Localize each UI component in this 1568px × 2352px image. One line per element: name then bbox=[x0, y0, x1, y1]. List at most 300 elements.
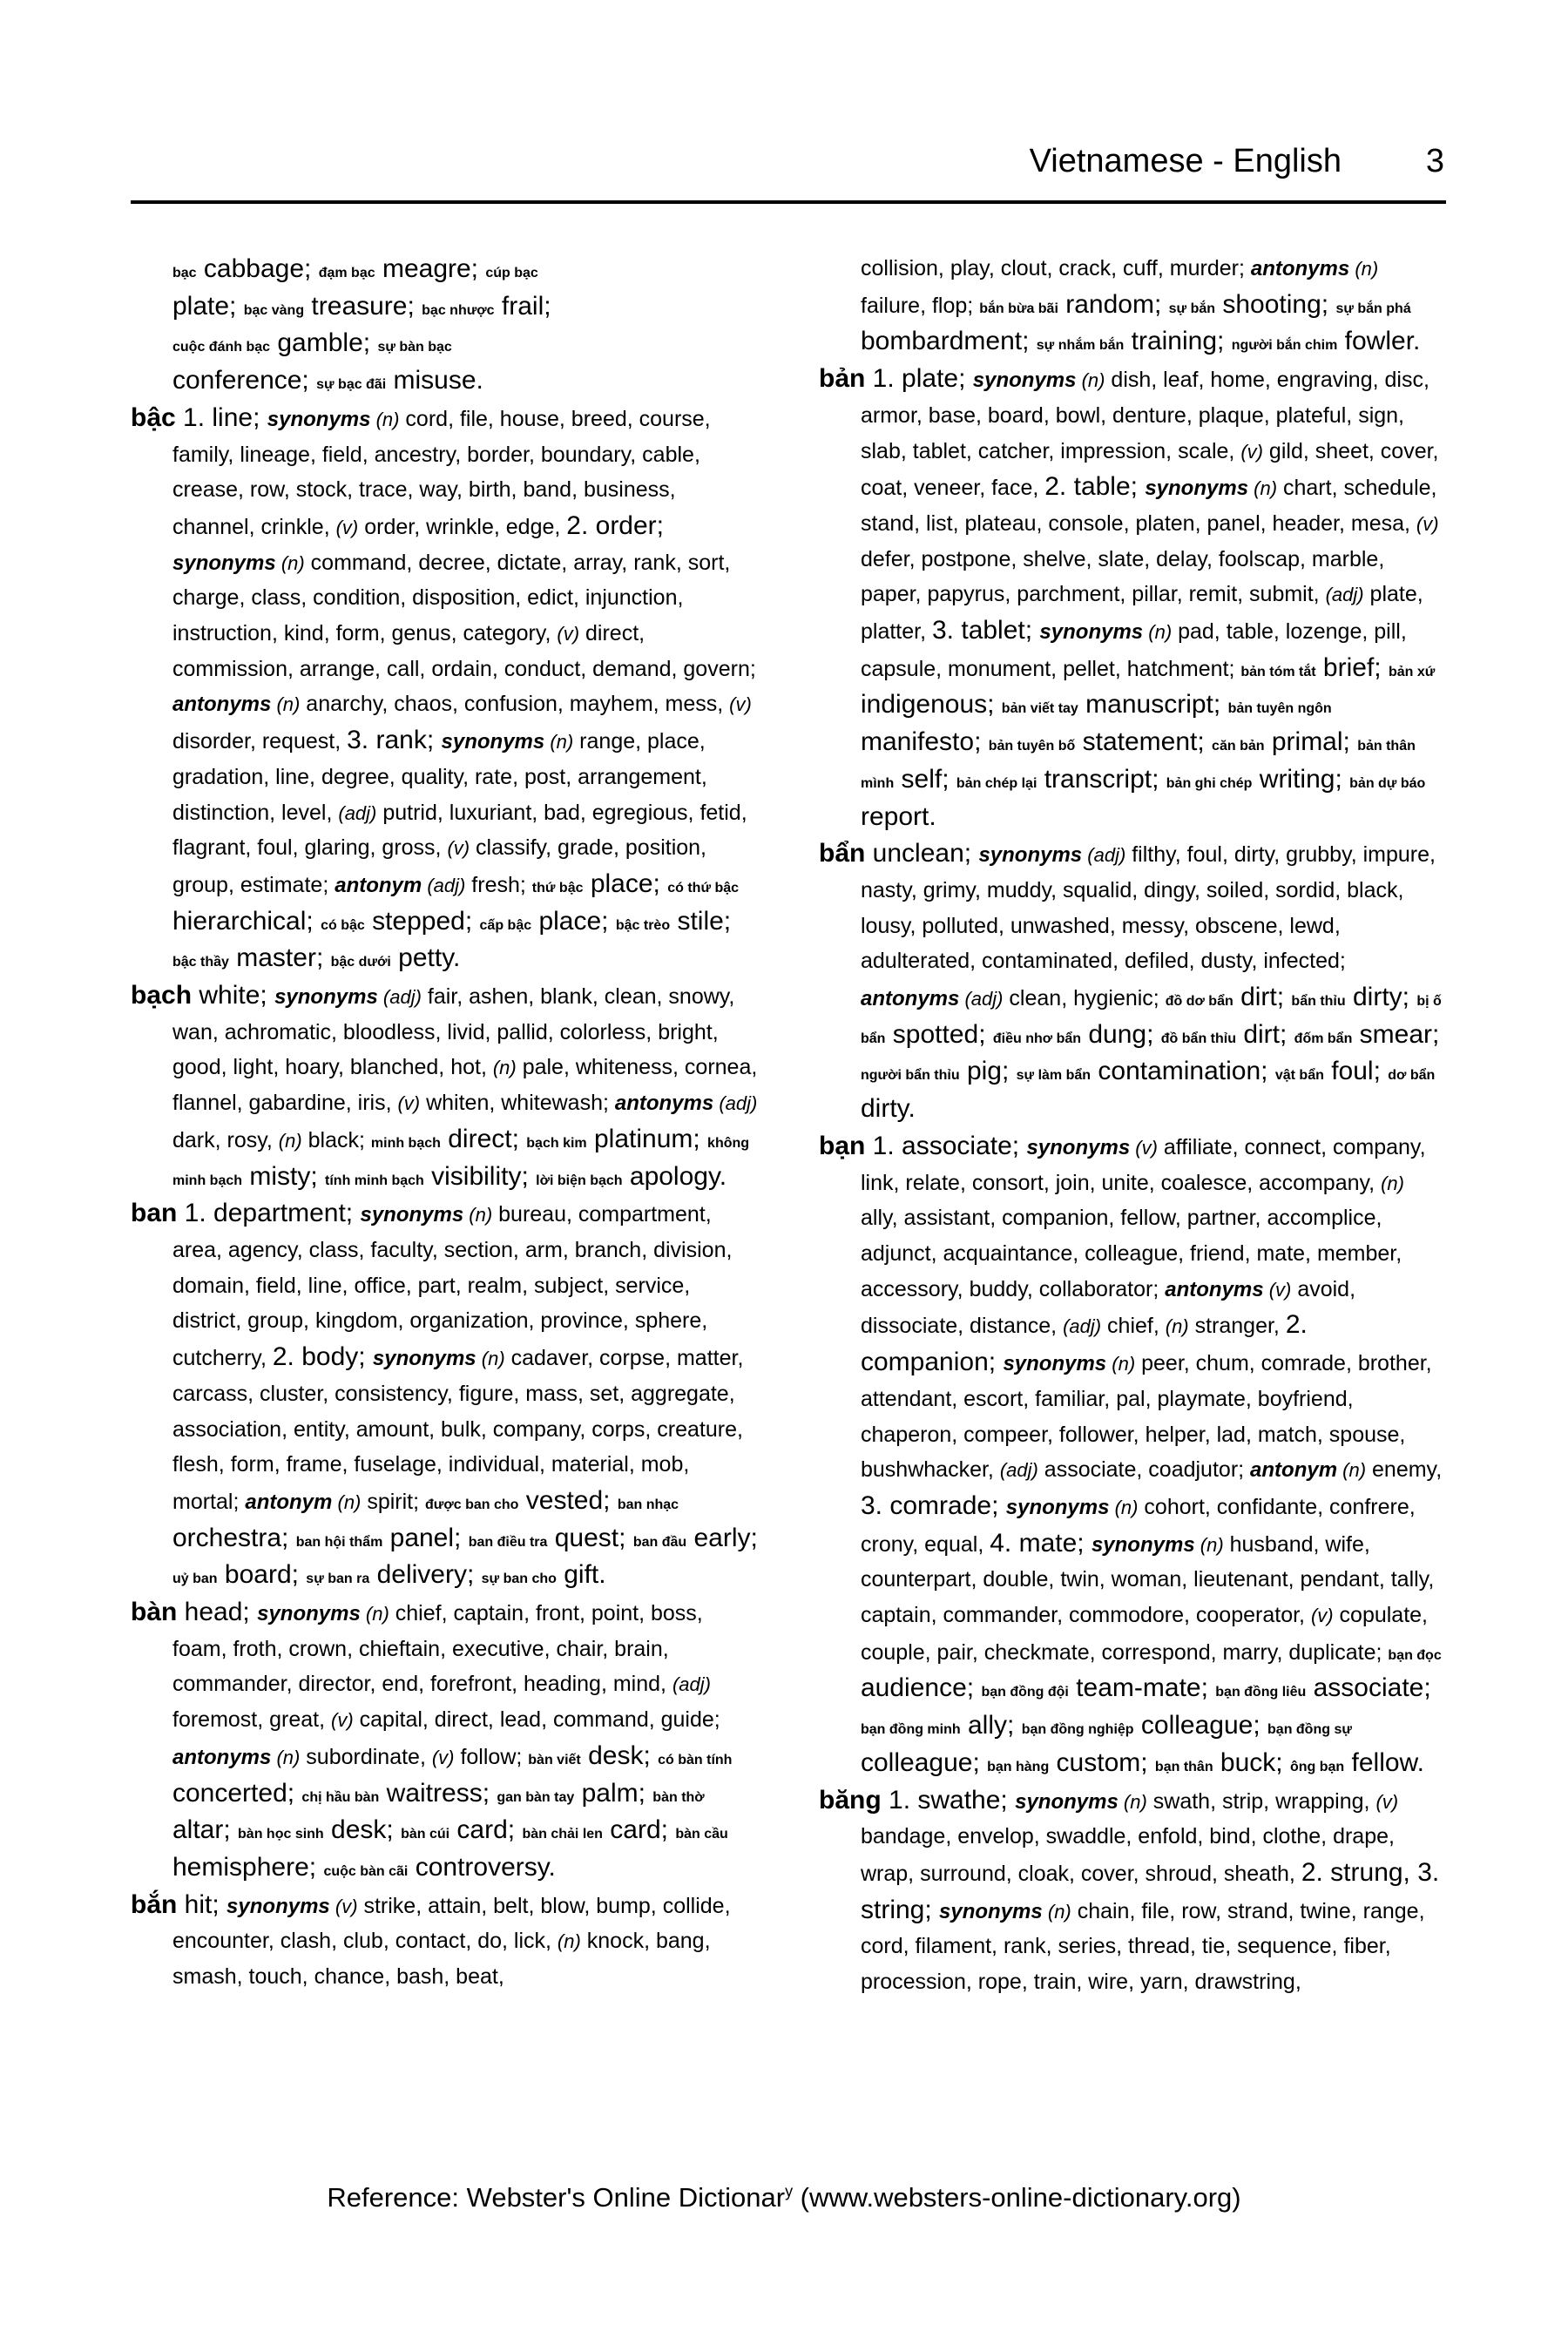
english-gloss: colleague; bbox=[1133, 1711, 1268, 1740]
vietnamese-term: bản dự báo bbox=[1349, 775, 1426, 791]
part-of-speech: (v) bbox=[729, 693, 752, 716]
synonyms-label: synonyms bbox=[1091, 1532, 1195, 1557]
english-gloss: orchestra; bbox=[172, 1523, 296, 1552]
part-of-speech: (v) bbox=[335, 516, 359, 538]
english-gloss: quest; bbox=[547, 1523, 633, 1552]
english-gloss: frail; bbox=[494, 291, 551, 321]
english-gloss: 2. body; bbox=[272, 1342, 373, 1372]
english-gloss: card; bbox=[602, 1815, 676, 1845]
synonym-list: anarchy, chaos, confusion, mayhem, mess, bbox=[300, 692, 730, 717]
english-gloss: 1. associate; bbox=[865, 1131, 1027, 1160]
part-of-speech: (n) bbox=[1118, 1790, 1147, 1813]
synonyms-label: synonyms bbox=[939, 1899, 1043, 1923]
dictionary-entry bbox=[819, 837, 1446, 1130]
vietnamese-term: ban đầu bbox=[632, 1534, 687, 1550]
english-gloss: statement; bbox=[1075, 727, 1213, 757]
synonyms-label: antonyms bbox=[1250, 257, 1350, 280]
part-of-speech: (adj) bbox=[422, 874, 466, 896]
vietnamese-term: sự ban cho bbox=[481, 1571, 557, 1587]
part-of-speech: (n) bbox=[557, 1930, 581, 1953]
vietnamese-term: vật bẩn bbox=[1274, 1068, 1324, 1084]
synonyms-label: synonyms bbox=[226, 1894, 330, 1918]
part-of-speech: (n) bbox=[1194, 1533, 1224, 1556]
vietnamese-term: đồ dơ bẩn bbox=[1165, 994, 1233, 1010]
synonyms-label: antonyms bbox=[861, 987, 960, 1011]
english-gloss: manifesto; bbox=[861, 727, 989, 757]
part-of-speech: (v) bbox=[447, 837, 470, 860]
english-gloss: indigenous; bbox=[861, 690, 1002, 720]
vietnamese-term: được ban cho bbox=[425, 1497, 519, 1512]
english-gloss: 2. companion; bbox=[861, 1310, 1308, 1377]
english-gloss: 3. comrade; bbox=[861, 1490, 1006, 1520]
english-gloss: manuscript; bbox=[1078, 690, 1228, 720]
vietnamese-term: bạn đồng đội bbox=[981, 1685, 1069, 1700]
vietnamese-term: đạm bạc bbox=[318, 266, 375, 280]
vietnamese-term: bậc trèo bbox=[615, 917, 671, 933]
english-gloss: hit; bbox=[177, 1889, 227, 1919]
dictionary-entry bbox=[131, 1596, 758, 1889]
synonym-list: gild, sheet, cover, coat, veneer, face, bbox=[861, 438, 1439, 501]
english-gloss: direct; bbox=[440, 1124, 527, 1153]
synonym-list: command, decree, dictate, array, rank, sort, charge, class, condition, disposition, edict, injunction, instruction, kind, form, genus, category, bbox=[172, 550, 731, 646]
vietnamese-term: điều nhơ bẩn bbox=[992, 1031, 1082, 1046]
synonyms-label: synonyms bbox=[1005, 1495, 1110, 1519]
vietnamese-term: bạch kim bbox=[526, 1135, 587, 1151]
part-of-speech: (v) bbox=[1310, 1605, 1334, 1627]
vietnamese-term: cúp bạc bbox=[485, 266, 538, 280]
part-of-speech: (n) bbox=[1076, 369, 1105, 392]
part-of-speech: (n) bbox=[1109, 1496, 1139, 1518]
english-gloss: waitress; bbox=[379, 1778, 497, 1808]
synonym-list: avoid, dissociate, distance, bbox=[861, 1276, 1356, 1339]
part-of-speech: (adj) bbox=[959, 988, 1004, 1010]
synonym-list: cord, file, house, breed, course, family, lineage, field, ancestry, border, boundary, cable, crease, row, stock, trace, way, birth, band, business, channel, crinkle, bbox=[172, 406, 711, 539]
part-of-speech: (n) bbox=[1042, 1900, 1071, 1923]
footer-reference-sup: y bbox=[785, 2182, 794, 2200]
synonym-list: chief, captain, front, point, boss, foam, froth, crown, chieftain, executive, chair, brain, commander, director, end, forefront, heading, mind, bbox=[172, 1601, 703, 1697]
part-of-speech: (n) bbox=[271, 693, 301, 716]
english-gloss: petty. bbox=[390, 943, 461, 973]
synonyms-label: synonyms bbox=[1145, 476, 1249, 501]
vietnamese-term: sự bắn bbox=[1168, 301, 1216, 316]
part-of-speech: (n) bbox=[1106, 1353, 1136, 1375]
vietnamese-term: lời biện bạch bbox=[536, 1173, 623, 1188]
english-gloss: dirty. bbox=[861, 1094, 916, 1124]
english-gloss: ally; bbox=[960, 1711, 1022, 1740]
synonym-list: peer, chum, comrade, brother, attendant, escort, familiar, pal, playmate, boyfriend, chaperon, compeer, follower, helper, lad, match, spouse, bushwhacker, bbox=[861, 1351, 1432, 1483]
synonym-list: knock, bang, smash, touch, chance, bash, beat, bbox=[172, 1929, 711, 1990]
vietnamese-term: cuộc bàn cãi bbox=[323, 1863, 409, 1879]
english-gloss: brief; bbox=[1315, 652, 1389, 682]
vietnamese-term: người bắn chim bbox=[1231, 338, 1338, 354]
english-gloss: fellow. bbox=[1344, 1747, 1424, 1777]
english-gloss: 4. mate; bbox=[990, 1528, 1092, 1558]
english-gloss: altar; bbox=[172, 1815, 239, 1845]
entry-continuation bbox=[131, 253, 758, 402]
headword: bạn bbox=[819, 1131, 866, 1160]
synonym-list: defer, postpone, shelve, slate, delay, foolscap, marble, paper, papyrus, parchment, pillar, remit, submit, bbox=[861, 546, 1385, 607]
english-gloss: desk; bbox=[323, 1815, 402, 1845]
english-gloss: conference; bbox=[172, 366, 317, 395]
english-gloss: vested; bbox=[518, 1485, 618, 1515]
part-of-speech: (v) bbox=[331, 1709, 354, 1732]
part-of-speech: (v) bbox=[1263, 1278, 1292, 1301]
part-of-speech: (adj) bbox=[338, 801, 377, 824]
synonym-list: husband, wife, counterpart, double, twin, woman, lieutenant, pendant, tally, captain, commander, commodore, cooperator, bbox=[861, 1531, 1435, 1628]
part-of-speech: (adj) bbox=[1325, 584, 1364, 606]
vietnamese-term: bàn viết bbox=[528, 1752, 581, 1767]
vietnamese-term: uỷ ban bbox=[172, 1571, 218, 1587]
english-gloss: 2. table; bbox=[1044, 472, 1146, 502]
synonyms-label: synonyms bbox=[441, 730, 545, 754]
part-of-speech: (v) bbox=[1375, 1790, 1399, 1813]
synonyms-label: synonyms bbox=[1026, 1135, 1131, 1159]
english-gloss: cabbage; bbox=[196, 254, 319, 283]
english-gloss: foul; bbox=[1323, 1057, 1389, 1086]
vietnamese-term: bạn đọc bbox=[1388, 1647, 1442, 1663]
vietnamese-term: bàn thờ bbox=[652, 1789, 705, 1805]
english-gloss: concerted; bbox=[172, 1778, 302, 1808]
headword: ban bbox=[131, 1199, 178, 1228]
english-gloss: team-mate; bbox=[1068, 1673, 1216, 1703]
synonym-list: enemy, bbox=[1366, 1457, 1443, 1483]
synonym-list: foremost, great, bbox=[172, 1707, 332, 1733]
synonym-list: chart, schedule, stand, list, plateau, console, platen, panel, header, mesa, bbox=[861, 476, 1437, 536]
vietnamese-term: bàn học sinh bbox=[238, 1827, 324, 1842]
synonym-list: range, place, gradation, line, degree, quality, rate, post, arrangement, distinction, level, bbox=[172, 729, 707, 825]
synonyms-label: synonyms bbox=[172, 551, 276, 575]
vietnamese-term: sự bạc đãi bbox=[316, 377, 387, 393]
synonym-list: collision, play, clout, crack, cuff, murder; bbox=[861, 256, 1251, 280]
english-gloss: buck; bbox=[1213, 1747, 1290, 1777]
english-gloss: apology. bbox=[622, 1161, 727, 1191]
english-gloss: smear; bbox=[1352, 1019, 1440, 1049]
vietnamese-term: bạn đồng nghiệp bbox=[1021, 1722, 1134, 1738]
vietnamese-term: bản chép lại bbox=[956, 775, 1037, 791]
vietnamese-term: có thứ bậc bbox=[667, 880, 740, 896]
part-of-speech: (n) bbox=[476, 1348, 505, 1370]
english-gloss: training; bbox=[1124, 327, 1232, 356]
vietnamese-term: bàn cúi bbox=[401, 1827, 450, 1842]
part-of-speech: (v) bbox=[329, 1895, 358, 1917]
part-of-speech: (adj) bbox=[672, 1673, 711, 1696]
part-of-speech: (adj) bbox=[1082, 844, 1126, 867]
dictionary-entry bbox=[819, 362, 1446, 837]
english-gloss: 1. department; bbox=[177, 1199, 361, 1228]
part-of-speech: (n) bbox=[463, 1204, 493, 1227]
synonyms-label: synonyms bbox=[274, 985, 378, 1010]
vietnamese-term: bạn đồng minh bbox=[861, 1722, 961, 1738]
vietnamese-term: bạn đồng liêu bbox=[1215, 1685, 1307, 1700]
english-gloss: meagre; bbox=[375, 254, 486, 283]
english-gloss: desk; bbox=[580, 1740, 659, 1770]
part-of-speech: (n) bbox=[1381, 1172, 1404, 1194]
synonym-list: plate, platter, bbox=[861, 582, 1423, 645]
english-gloss: colleague; bbox=[861, 1747, 988, 1777]
vietnamese-term: đốm bẩn bbox=[1294, 1031, 1353, 1046]
vietnamese-term: bạn đồng sự bbox=[1267, 1722, 1352, 1738]
english-gloss: panel; bbox=[382, 1523, 469, 1552]
synonym-list: whiten, whitewash; bbox=[420, 1091, 615, 1116]
left-column bbox=[131, 253, 758, 1997]
headword: bậc bbox=[131, 402, 176, 432]
synonym-list: chain, file, row, strand, twine, range, cord, filament, rank, series, thread, tie, sequence, fiber, procession, rope, train, wire, yarn, drawstring, bbox=[861, 1898, 1425, 1995]
english-gloss: palm; bbox=[574, 1778, 653, 1808]
vietnamese-term: bạc nhược bbox=[422, 302, 495, 318]
page-footer bbox=[0, 2182, 1568, 2213]
synonyms-label: synonyms bbox=[972, 368, 1077, 393]
english-gloss: unclean; bbox=[865, 839, 979, 868]
page-header bbox=[131, 139, 1446, 204]
synonym-list: pale, whiteness, cornea, flannel, gabardine, iris, bbox=[172, 1055, 758, 1116]
synonyms-label: synonyms bbox=[1039, 620, 1144, 645]
vietnamese-term: gan bàn tay bbox=[497, 1789, 575, 1805]
synonym-list: copulate, couple, pair, checkmate, correspond, marry, duplicate; bbox=[861, 1603, 1429, 1665]
english-gloss: pig; bbox=[959, 1057, 1017, 1086]
synonyms-label: antonym bbox=[245, 1490, 333, 1514]
vietnamese-term: sự bắn phá bbox=[1335, 301, 1411, 316]
vietnamese-term: sự làm bẩn bbox=[1016, 1068, 1092, 1084]
vietnamese-term: bản thân mình bbox=[861, 739, 1416, 791]
english-gloss: board; bbox=[217, 1560, 307, 1590]
english-gloss: random; bbox=[1058, 289, 1169, 319]
vietnamese-term: có bàn tính bbox=[658, 1752, 733, 1767]
headword: bản bbox=[819, 364, 866, 394]
part-of-speech: (v) bbox=[397, 1092, 421, 1115]
english-gloss: audience; bbox=[861, 1673, 982, 1703]
synonyms-label: antonym bbox=[335, 873, 422, 897]
english-gloss: self; bbox=[894, 764, 956, 794]
english-gloss: misty; bbox=[242, 1161, 326, 1191]
part-of-speech: (v) bbox=[1416, 512, 1439, 535]
part-of-speech: (n) bbox=[1143, 621, 1173, 644]
english-gloss: 2. order; bbox=[566, 510, 665, 540]
right-column bbox=[819, 253, 1446, 2002]
english-gloss: hemisphere; bbox=[172, 1852, 324, 1882]
english-gloss: place; bbox=[531, 906, 616, 936]
english-gloss: delivery; bbox=[369, 1560, 482, 1590]
english-gloss: visibility; bbox=[423, 1161, 537, 1191]
part-of-speech: (v) bbox=[431, 1746, 455, 1768]
synonym-list: filthy, foul, dirty, grubby, impure, nasty, grimy, muddy, squalid, dingy, soiled, sordid, black, lousy, polluted, unwashed, messy, obscene, lewd, adulterated, contaminated, defiled, dusty, infected; bbox=[861, 842, 1436, 974]
headword: băng bbox=[819, 1785, 882, 1815]
synonym-list: associate, coadjutor; bbox=[1037, 1457, 1251, 1483]
part-of-speech: (n) bbox=[544, 731, 574, 754]
synonym-list: chief, bbox=[1101, 1314, 1166, 1339]
english-gloss: 1. plate; bbox=[865, 364, 973, 394]
footer-url: (www.websters-online-dictionary.org) bbox=[793, 2182, 1241, 2213]
page-number: 3 bbox=[1425, 143, 1444, 179]
part-of-speech: (adj) bbox=[1063, 1315, 1102, 1338]
footer-reference: Reference: Webster's Online Dictionar bbox=[327, 2182, 786, 2213]
english-gloss: plate; bbox=[172, 291, 244, 321]
synonym-list: putrid, luxuriant, bad, egregious, fetid, flagrant, foul, glaring, gross, bbox=[172, 800, 747, 861]
headword: bắn bbox=[131, 1889, 178, 1919]
vietnamese-term: cấp bậc bbox=[479, 917, 532, 933]
vietnamese-term: sự bàn bạc bbox=[377, 340, 452, 355]
synonym-list: stranger, bbox=[1188, 1314, 1286, 1339]
english-gloss: 3. tablet; bbox=[932, 616, 1040, 645]
vietnamese-term: căn bản bbox=[1212, 739, 1265, 754]
synonym-list: classify, grade, position, group, estimate; bbox=[172, 835, 706, 897]
english-gloss: hierarchical; bbox=[172, 906, 321, 936]
english-gloss: custom; bbox=[1049, 1747, 1155, 1777]
synonym-list: fresh; bbox=[465, 872, 532, 897]
english-gloss: report. bbox=[861, 801, 936, 831]
vietnamese-term: ban hội thẩm bbox=[295, 1534, 383, 1550]
english-gloss: place; bbox=[583, 868, 668, 898]
vietnamese-term: minh bạch bbox=[370, 1135, 441, 1151]
english-gloss: 3. rank; bbox=[347, 726, 442, 755]
synonym-list: spirit; bbox=[361, 1489, 425, 1514]
synonym-list: cohort, confidante, confrere, crony, equal, bbox=[861, 1494, 1416, 1557]
synonym-list: failure, flop; bbox=[861, 293, 980, 318]
english-gloss: gift. bbox=[556, 1560, 606, 1590]
synonym-list: follow; bbox=[454, 1744, 529, 1769]
synonyms-label: synonyms bbox=[257, 1602, 361, 1626]
english-gloss: contamination; bbox=[1091, 1057, 1275, 1086]
synonym-list: subordinate, bbox=[300, 1744, 432, 1769]
part-of-speech: (n) bbox=[360, 1603, 389, 1625]
english-gloss: gamble; bbox=[270, 328, 378, 358]
vietnamese-term: thứ bậc bbox=[531, 880, 584, 896]
synonym-list: dish, leaf, home, engraving, disc, armor, base, board, bowl, denture, plaque, plateful, sign, slab, tablet, catcher, impression, scale, bbox=[861, 368, 1429, 463]
part-of-speech: (n) bbox=[492, 1057, 517, 1079]
synonyms-label: synonyms bbox=[372, 1347, 476, 1371]
vietnamese-term: người bẩn thỉu bbox=[861, 1068, 960, 1084]
synonym-list: fair, ashen, blank, clean, snowy, wan, achromatic, bloodless, livid, pallid, colorless, bright, good, light, hoary, blanched, hot, bbox=[172, 984, 735, 1080]
english-gloss: shooting; bbox=[1215, 289, 1336, 319]
synonyms-label: synonyms bbox=[1003, 1352, 1107, 1376]
part-of-speech: (n) bbox=[332, 1490, 362, 1513]
vietnamese-term: chị hầu bàn bbox=[301, 1789, 380, 1805]
header-title: Vietnamese - English bbox=[1029, 143, 1342, 179]
vietnamese-term: bản tóm tắt bbox=[1240, 664, 1316, 679]
english-gloss: transcript; bbox=[1037, 764, 1166, 794]
part-of-speech: (adj) bbox=[377, 986, 422, 1009]
headword: bạch bbox=[131, 981, 193, 1010]
vietnamese-term: bậc thầy bbox=[172, 955, 229, 970]
entry-continuation bbox=[819, 253, 1446, 362]
vietnamese-term: bạn hàng bbox=[987, 1759, 1050, 1774]
english-gloss: associate; bbox=[1306, 1673, 1431, 1703]
synonym-list: bureau, compartment, area, agency, class, faculty, section, arm, branch, division, domain, field, line, office, part, realm, subject, service, district, group, kingdom, organization, province, sphere, cutcherry, bbox=[172, 1202, 733, 1371]
part-of-speech: (n) bbox=[1165, 1315, 1189, 1338]
vietnamese-term: dơ bẩn bbox=[1388, 1068, 1436, 1084]
vietnamese-term: bản tuyên ngôn bbox=[1227, 701, 1332, 717]
synonym-list: black; bbox=[301, 1127, 371, 1152]
english-gloss: fowler. bbox=[1337, 327, 1421, 356]
english-gloss: dirt; bbox=[1235, 1019, 1294, 1049]
english-gloss: primal; bbox=[1264, 727, 1358, 757]
vietnamese-term: bị ố bẩn bbox=[861, 994, 1442, 1046]
synonym-list: order, wrinkle, edge, bbox=[358, 514, 567, 539]
vietnamese-term: ban điều tra bbox=[468, 1534, 548, 1550]
vietnamese-term: bản xứ bbox=[1388, 664, 1436, 679]
english-gloss: controversy. bbox=[408, 1852, 556, 1882]
english-gloss: head; bbox=[177, 1598, 258, 1627]
english-gloss: treasure; bbox=[304, 291, 422, 321]
dictionary-entry bbox=[131, 402, 758, 979]
part-of-speech: (n) bbox=[370, 408, 400, 430]
english-gloss: white; bbox=[192, 981, 275, 1010]
english-gloss: dirt; bbox=[1233, 983, 1292, 1012]
synonym-list: clean, hygienic; bbox=[1003, 986, 1166, 1011]
part-of-speech: (v) bbox=[1130, 1136, 1158, 1159]
english-gloss: early; bbox=[686, 1523, 758, 1552]
synonyms-label: antonyms bbox=[1165, 1277, 1264, 1301]
english-gloss: card; bbox=[449, 1815, 523, 1845]
dictionary-entry bbox=[819, 1130, 1446, 1784]
english-gloss: 2. strung, 3. string; bbox=[861, 1857, 1440, 1924]
vietnamese-term: đồ bẩn thỉu bbox=[1160, 1031, 1236, 1046]
dictionary-entry bbox=[131, 1889, 758, 1997]
english-gloss: platinum; bbox=[586, 1124, 708, 1153]
synonym-list: strike, attain, belt, blow, bump, collide, encounter, clash, club, contact, do, lick, bbox=[172, 1893, 731, 1954]
dictionary-entry bbox=[131, 979, 758, 1197]
synonym-list: affiliate, connect, company, link, relate, consort, join, unite, coalesce, accompany, bbox=[861, 1134, 1426, 1195]
english-gloss: 1. line; bbox=[175, 402, 267, 432]
part-of-speech: (n) bbox=[275, 551, 305, 574]
synonym-list: swath, strip, wrapping, bbox=[1146, 1788, 1376, 1814]
synonym-list: pad, table, lozenge, pill, capsule, monument, pellet, hatchment; bbox=[861, 619, 1407, 681]
synonyms-label: antonyms bbox=[172, 693, 272, 717]
english-gloss: master; bbox=[228, 943, 331, 973]
vietnamese-term: không minh bạch bbox=[172, 1135, 750, 1188]
part-of-speech: (n) bbox=[278, 1129, 302, 1152]
synonyms-label: antonym bbox=[1250, 1458, 1338, 1483]
english-gloss: stile; bbox=[670, 906, 732, 936]
synonym-list: capital, direct, lead, command, guide; bbox=[353, 1707, 720, 1733]
part-of-speech: (adj) bbox=[713, 1092, 758, 1115]
vietnamese-term: bạc bbox=[172, 266, 197, 280]
synonym-list: disorder, request, bbox=[172, 729, 348, 754]
vietnamese-term: sự ban ra bbox=[306, 1571, 370, 1587]
vietnamese-term: bẩn thỉu bbox=[1291, 994, 1346, 1010]
vietnamese-term: sự nhắm bắn bbox=[1036, 338, 1125, 354]
synonym-list: bandage, envelop, swaddle, enfold, bind, clothe, drape, wrap, surround, cloak, cover, shroud, sheath, bbox=[861, 1824, 1395, 1886]
english-gloss: stepped; bbox=[364, 906, 480, 936]
synonyms-label: synonyms bbox=[978, 843, 1083, 868]
synonyms-label: synonyms bbox=[1015, 1789, 1119, 1814]
vietnamese-term: bản ghi chép bbox=[1166, 775, 1253, 791]
part-of-speech: (n) bbox=[1337, 1459, 1367, 1482]
english-gloss: bombardment; bbox=[861, 327, 1037, 356]
english-gloss: misuse. bbox=[386, 366, 483, 395]
synonyms-label: antonyms bbox=[172, 1745, 272, 1769]
vietnamese-term: bàn cầu bbox=[675, 1827, 728, 1842]
synonyms-label: synonyms bbox=[360, 1203, 464, 1227]
part-of-speech: (n) bbox=[1248, 477, 1278, 500]
vietnamese-term: bàn chải len bbox=[522, 1827, 603, 1842]
vietnamese-term: cuộc đánh bạc bbox=[172, 340, 271, 355]
vietnamese-term: bản tuyên bố bbox=[988, 739, 1076, 754]
synonym-list: dark, rosy, bbox=[172, 1127, 279, 1152]
part-of-speech: (n) bbox=[1349, 258, 1379, 280]
vietnamese-term: ban nhạc bbox=[617, 1497, 679, 1512]
vietnamese-term: bản viết tay bbox=[1001, 701, 1078, 717]
english-gloss: dirty; bbox=[1345, 983, 1417, 1012]
vietnamese-term: tính minh bạch bbox=[325, 1173, 424, 1188]
english-gloss: 1. swathe; bbox=[881, 1785, 1016, 1815]
dictionary-entry bbox=[819, 1784, 1446, 2002]
vietnamese-term: bạn thân bbox=[1154, 1759, 1213, 1774]
vietnamese-term: ông bạn bbox=[1289, 1759, 1345, 1774]
vietnamese-term: bạc vàng bbox=[243, 302, 305, 318]
part-of-speech: (adj) bbox=[999, 1459, 1038, 1482]
headword: bẩn bbox=[819, 839, 866, 868]
synonym-list: ally, assistant, companion, fellow, partner, accomplice, adjunct, acquaintance, colleague, friend, mate, member, accessory, buddy, collaborator; bbox=[861, 1206, 1402, 1301]
